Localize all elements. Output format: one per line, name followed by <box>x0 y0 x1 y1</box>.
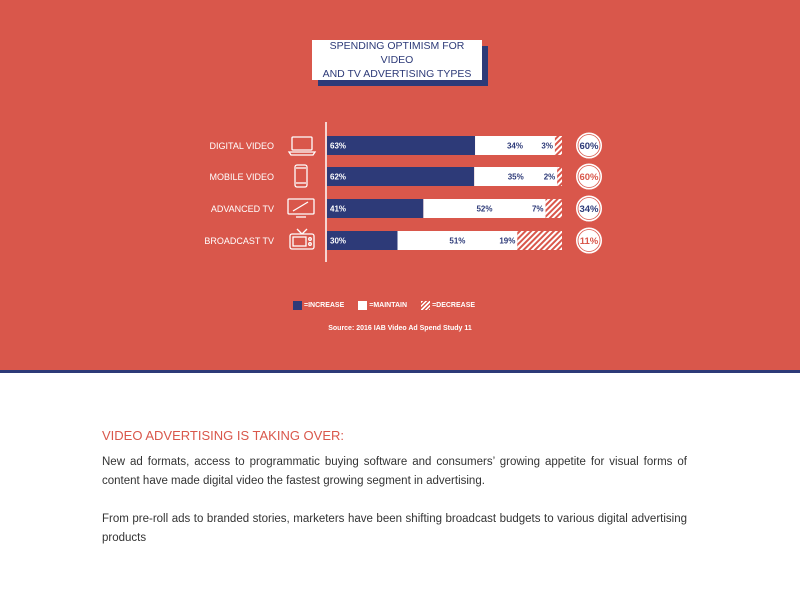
category-label: BROADCAST TV <box>204 236 274 246</box>
chart-title-line-2: AND TV ADVERTISING TYPES <box>322 68 472 80</box>
data-label-maintain: 51% <box>449 236 466 246</box>
data-label-maintain: 35% <box>507 172 524 182</box>
legend-item-increase <box>293 301 344 310</box>
legend-item-maintain <box>358 301 407 310</box>
data-label-increase: 62% <box>330 172 347 182</box>
tv-icon <box>290 229 314 249</box>
data-label-increase: 41% <box>330 204 347 214</box>
net-value-label: 60% <box>579 141 599 152</box>
bar-decrease <box>517 231 562 250</box>
net-value-label: 60% <box>579 172 599 183</box>
legend-swatch-decrease <box>421 301 430 310</box>
section-heading: VIDEO ADVERTISING IS TAKING OVER: <box>102 428 345 443</box>
bar-decrease <box>557 167 562 186</box>
data-label-decrease: 3% <box>541 141 553 151</box>
monitor-icon <box>288 199 314 217</box>
bar-increase <box>327 136 475 155</box>
bar-decrease <box>546 199 562 218</box>
net-value-label: 34% <box>579 204 599 215</box>
bar-increase <box>327 167 474 186</box>
data-label-decrease: 19% <box>499 236 516 246</box>
laptop-icon <box>289 137 315 155</box>
section-divider <box>0 370 800 373</box>
legend-swatch-increase <box>293 301 302 310</box>
legend-label-decrease: =DECREASE <box>432 301 476 309</box>
category-label: MOBILE VIDEO <box>209 172 274 182</box>
data-label-increase: 63% <box>330 141 347 151</box>
data-label-maintain: 34% <box>506 141 524 151</box>
legend-item-decrease <box>421 301 475 310</box>
phone-icon <box>295 165 307 187</box>
chart-source: Source: 2016 IAB Video Ad Spend Study 11 <box>328 325 472 332</box>
legend-label-increase: =INCREASE <box>304 301 345 309</box>
category-label: ADVANCED TV <box>210 204 274 214</box>
net-value-label: 11% <box>579 236 599 247</box>
legend-swatch-maintain <box>358 301 367 310</box>
bar-decrease <box>555 136 562 155</box>
category-label: DIGITAL VIDEO <box>209 141 274 151</box>
legend-label-maintain: =MAINTAIN <box>369 301 408 309</box>
chart-legend <box>293 299 489 311</box>
chart-title-line-1: SPENDING OPTIMISM FOR VIDEO <box>329 40 465 66</box>
data-label-decrease: 7% <box>531 204 544 214</box>
data-label-decrease: 2% <box>543 172 556 182</box>
body-paragraph-2: From pre-roll ads to branded stories, marketers have been shifting broadcast budgets to various digital advertising products <box>102 513 687 544</box>
data-label-increase: 30% <box>330 236 347 246</box>
data-label-maintain: 52% <box>476 204 493 214</box>
body-paragraph-1: New ad formats, access to programmatic buying software and consumers’ growing appetite for visual forms of content have made digital video the fastest growing segment in advertising. <box>102 456 687 487</box>
